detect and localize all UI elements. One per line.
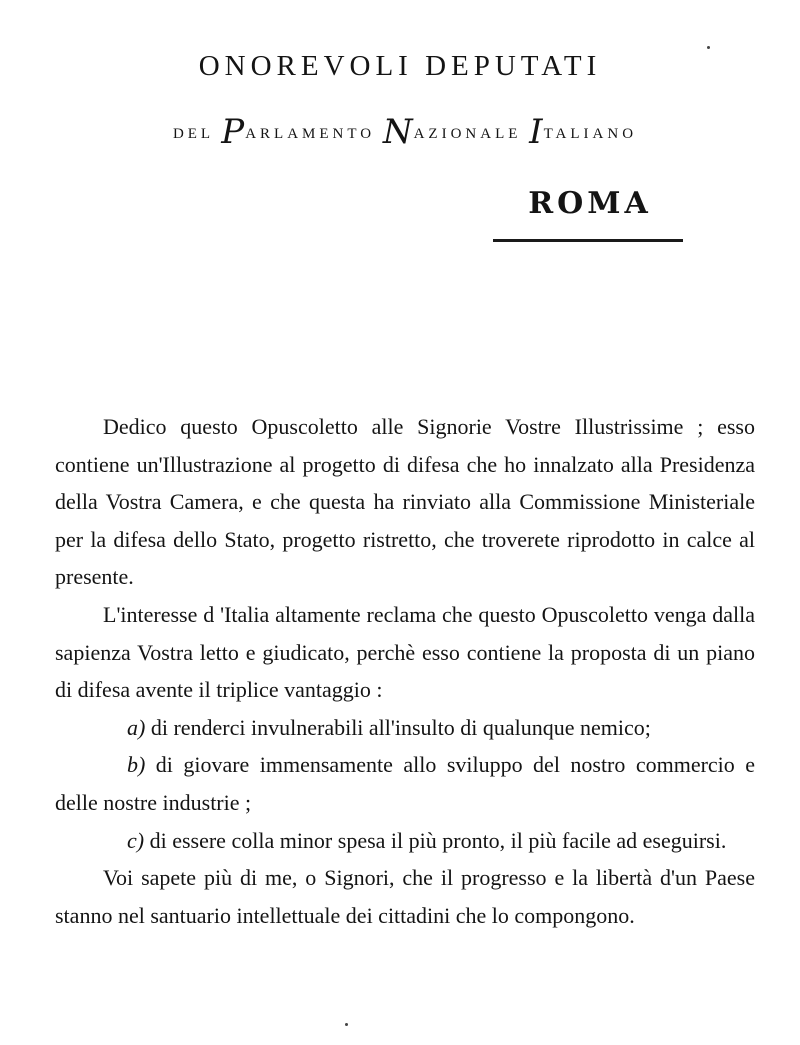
subtitle-initial-n: N [382,112,414,152]
subtitle-prefix: DEL [172,126,214,142]
list-item-b [55,746,755,821]
page-title: ONOREVOLI DEPUTATI [198,50,602,82]
list-item-a [55,709,755,747]
page-subtitle [0,112,800,152]
paragraph-progress: Voi sapete più di me, o Signori, che il progresso e la libertà d'un Paese stanno nel santuario intellettuale dei cittadini che lo compongono. [55,865,755,928]
subtitle-word-nazionale: AZIONALE [413,126,522,142]
city-underline [493,239,683,242]
item-letter-a: a) [127,714,146,740]
print-speck [707,46,710,49]
subtitle-initial-p: P [221,112,246,152]
item-letter-c: c) [127,827,145,853]
subtitle-initial-i: I [529,112,544,152]
body-text [55,408,755,934]
paragraph-dedication: Dedico questo Opuscoletto alle Signorie Vostre Illustrissime ; esso contiene un'Illustrazione al progetto di difesa che ho innalzato alla Presidenza della Vostra Camera, e che questa ha rinviato alla Commissione Ministeriale per la difesa dello Stato, progetto ristretto, che troverete riprodotto in calce al presente. [55,414,755,590]
item-text-b: di giovare immensamente allo sviluppo del nostro commercio e delle nostre industrie ; [55,752,755,815]
subtitle-word-parlamento: ARLAMENTO [245,126,376,142]
paragraph-interest: L'interesse d 'Italia altamente reclama che questo Opuscoletto venga dalla sapienza Vostra letto e giudicato, perchè esso contiene la proposta di un piano di difesa avente il triplice vantaggio : [55,601,755,703]
subtitle-word-italiano: TALIANO [543,126,638,142]
item-text-a: di renderci invulnerabili all'insulto di qualunque nemico; [145,714,651,740]
print-speck [345,1023,348,1026]
city-heading: ROMA [528,186,652,221]
item-text-c: di essere colla minor spesa il più pronto, il più facile ad eseguirsi. [144,827,727,853]
list-item-c [55,822,755,860]
item-letter-b: b) [127,752,146,778]
